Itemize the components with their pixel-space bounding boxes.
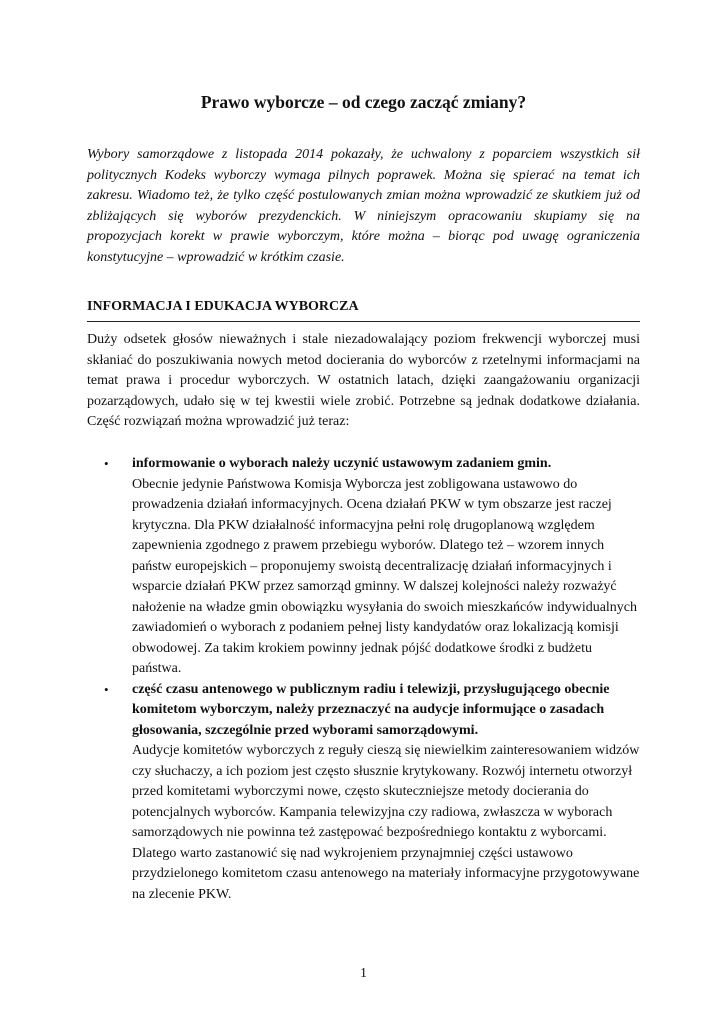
bullet-icon: • — [104, 456, 109, 471]
list-item-lead: część czasu antenowego w publicznym radiu i telewizji, przysługującego obecnie komitetom wyborczym, należy przeznaczyć na audycje informujące o zasadach głosowania, szczególnie przed wyborami samorządowymi. — [132, 681, 610, 738]
section-heading: INFORMACJA I EDUKACJA WYBORCZA — [87, 297, 640, 322]
document-title: Prawo wyborcze – od czego zacząć zmiany? — [200, 92, 527, 112]
list-item — [87, 680, 640, 906]
section-paragraph: Duży odsetek głosów nieważnych i stale niezadowalający poziom frekwencji wyborczej musi skłaniać do poszukiwania nowych metod docierania do wyborców z rzetelnymi informacjami na temat prawa i procedur wyborczych. W ostatnich latach, dzięki zaangażowaniu organizacji pozarządowych, udało się w tej kwestii wiele zrobić. Potrzebne są jednak dodatkowe działania. Część rozwiązań można wprowadzić już teraz: — [87, 332, 640, 429]
list-item — [87, 454, 640, 680]
bullet-icon: • — [104, 681, 109, 697]
page-number: 1 — [360, 966, 367, 981]
list-item-lead: informowanie o wyborach należy uczynić ustawowym zadaniem gmin. — [132, 456, 552, 471]
list-item-body: Obecnie jedynie Państwowa Komisja Wyborcza jest zobligowana ustawowo do prowadzenia działań informacyjnych. Ocena działań PKW w tym obszarze jest raczej krytyczna. Dla PKW działalność informacyjna pełni rolę drugoplanową względem zapewnienia zgodnego z prawem przebiegu wyborów. Dlatego też – wzorem innych państw europejskich – proponujemy swoistą decentralizację działań informacyjnych i wsparcie działań PKW przez samorząd gminny. W dalszej kolejności należy rozważyć nałożenie na władze gmin obowiązku wysyłania do swoich mieszkańców indywidualnych zawiadomień o wyborach z podaniem pełnej listy kandydatów oraz lokalizacją komisji obwodowej. Za takim krokiem powinny jednak pójść dodatkowe środki z budżetu państwa. — [132, 476, 638, 676]
bullet-list — [87, 454, 640, 905]
intro-paragraph: Wybory samorządowe z listopada 2014 pokazały, że uchwalony z poparciem wszystkich sił politycznych Kodeks wyborczy wymaga pilnych poprawek. Można się spierać na temat ich zakresu. Wiadomo też, że tylko część postulowanych zmian można wprowadzić ze skutkiem już od zbliżających się wyborów prezydenckich. W niniejszym opracowaniu skupiamy się na propozycjach korekt w prawie wyborczym, które można – biorąc pod uwagę ograniczenia konstytucyjne – wprowadzić w krótkim czasie. — [87, 147, 640, 265]
list-item-body: Audycje komitetów wyborczych z reguły cieszą się niewielkim zainteresowaniem widzów czy słuchaczy, a ich poziom jest często słusznie krytykowany. Rozwój internetu otworzył przed komitetami wyborczymi nowe, często skuteczniejsze metody docierania do potencjalnych wyborców. Kampania telewizyjna czy radiowa, zwłaszcza w wyborach samorządowych nie powinna też zastępować bezpośredniego kontaktu z wyborcami. Dlatego warto zastanowić się nad wykrojeniem przynajmniej części ustawowo przydzielonego komitetom czasu antenowego na materiały informacyjne przygotowywane na zlecenie PKW. — [132, 743, 640, 902]
